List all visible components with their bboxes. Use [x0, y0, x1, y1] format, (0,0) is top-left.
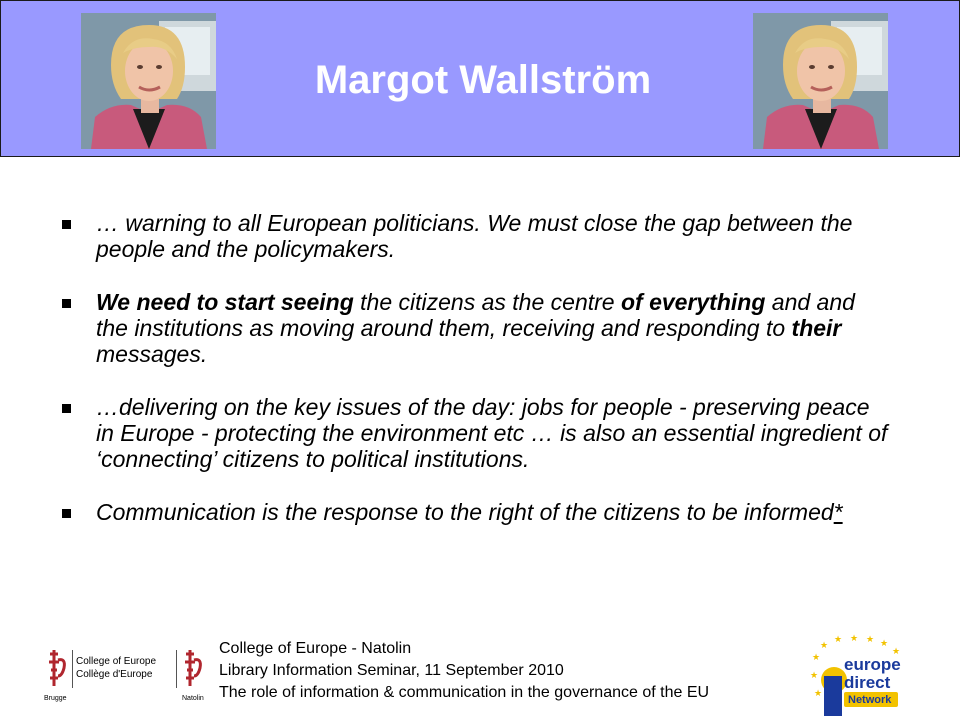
bullet-text: … warning to all European politicians. We must close the gap between the people and the policymakers.	[96, 210, 853, 262]
star-icon: ★	[850, 634, 859, 643]
bullet-list	[62, 210, 892, 552]
footer-line-1: College of Europe - Natolin	[219, 640, 412, 657]
bullet-item	[62, 289, 892, 367]
bullet-bold-text: of everything	[620, 289, 766, 315]
star-icon: ★	[814, 688, 823, 698]
square-bullet-icon	[62, 220, 71, 229]
europe-direct-logo	[810, 634, 910, 720]
bullet-item	[62, 210, 892, 262]
logo-name-english: College of Europe	[76, 656, 157, 667]
bullet-text: messages.	[96, 341, 208, 367]
square-bullet-icon	[62, 509, 71, 518]
europe-direct-word-direct: direct	[844, 673, 891, 692]
logo-name-french: Collège d'Europe	[76, 669, 153, 680]
star-icon: ★	[866, 634, 875, 644]
footer-text	[219, 638, 709, 704]
college-of-europe-logo	[44, 646, 214, 704]
bullet-text: …delivering on the key issues of the day: jobs for people - preserving peace in Europe - protecting the environment etc … is also an essential ingredient of ‘connecting’ citizens to political institutions.	[96, 394, 888, 472]
logo-caption-natolin: Natolin	[182, 695, 204, 702]
square-bullet-icon	[62, 404, 71, 413]
footer-line-3: The role of information & communication in the governance of the EU	[219, 684, 710, 701]
square-bullet-icon	[62, 299, 71, 308]
footer-line-2: Library Information Seminar, 11 September 2010	[219, 662, 564, 679]
bullet-bold-text: their	[791, 315, 842, 341]
star-icon: ★	[892, 646, 901, 656]
bullet-item	[62, 394, 892, 472]
portrait-photo-left	[81, 13, 216, 149]
bullet-item	[62, 499, 892, 525]
star-icon: ★	[810, 670, 819, 680]
logo-caption-brugge: Brugge	[44, 695, 67, 702]
portrait-photo-right	[753, 13, 888, 149]
footnote-link[interactable]: *	[833, 499, 843, 525]
slide-header	[0, 0, 960, 157]
europe-direct-word-network: Network	[848, 694, 892, 706]
bullet-text: and and the institutions as moving around them, receiving and responding to	[96, 289, 855, 341]
star-icon: ★	[834, 634, 843, 644]
bullet-bold-text: We need to start seeing	[96, 289, 354, 315]
bullet-text: the citizens as the centre	[353, 289, 621, 315]
slide-title: Margot Wallström	[314, 58, 652, 102]
star-icon: ★	[820, 640, 829, 650]
star-icon: ★	[880, 638, 889, 648]
europe-direct-word-europe: europe	[844, 655, 901, 674]
star-icon: ★	[812, 652, 821, 662]
bullet-text: Communication is the response to the right of the citizens to be informed	[96, 499, 834, 525]
